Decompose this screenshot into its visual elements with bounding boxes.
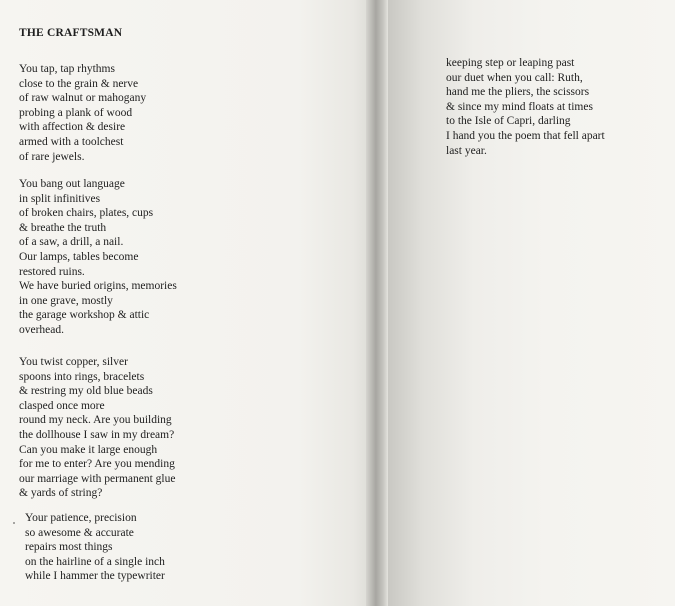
stanza-1	[19, 62, 146, 164]
poem-line: of a saw, a drill, a nail.	[19, 236, 124, 249]
poem-line: Can you make it large enough	[19, 443, 158, 456]
poem-line: You bang out language	[19, 178, 125, 190]
poem-line: the garage workshop & attic	[19, 309, 150, 322]
poem-line: probing a plank of wood	[19, 106, 133, 119]
poem-line: keeping step or leaping past	[446, 57, 575, 69]
poem-line: last year.	[446, 144, 487, 157]
poem-line: with affection & desire	[19, 121, 126, 134]
poem-title: THE CRAFTSMAN	[19, 27, 123, 39]
poem-line: for me to enter? Are you mending	[19, 458, 175, 471]
poem-line: You tap, tap rhythms	[19, 63, 115, 75]
poem-line: armed with a toolchest	[19, 135, 124, 148]
poem-line: our duet when you call: Ruth,	[446, 71, 583, 84]
poem-line: restored ruins.	[19, 265, 85, 278]
stanza-5	[446, 56, 605, 158]
poem-line: & yards of string?	[19, 487, 103, 500]
print-speck	[13, 522, 15, 524]
poem-line: Your patience, precision	[25, 512, 137, 524]
poem-line: so awesome & accurate	[25, 526, 134, 539]
poem-line: & breathe the truth	[19, 221, 107, 234]
poem-line: Our lamps, tables become	[19, 250, 139, 263]
poem-line: & since my mind floats at times	[446, 100, 593, 113]
poem-line: while I hammer the typewriter	[25, 570, 165, 583]
poem-line: in split infinitives	[19, 192, 101, 205]
poem-line: spoons into rings, bracelets	[19, 370, 145, 383]
poem-line: on the hairline of a single inch	[25, 555, 165, 568]
poem-line: of broken chairs, plates, cups	[19, 207, 154, 220]
poem-line: clasped once more	[19, 399, 105, 412]
book-gutter	[366, 0, 388, 606]
poem-line: You twist copper, silver	[19, 356, 128, 368]
poem-line: the dollhouse I saw in my dream?	[19, 428, 175, 441]
poem-line: We have buried origins, memories	[19, 280, 177, 293]
stanza-2	[19, 177, 177, 338]
poem-line: of raw walnut or mahogany	[19, 92, 147, 105]
poem-line: to the Isle of Capri, darling	[446, 115, 571, 128]
poem-line: overhead.	[19, 323, 65, 336]
poem-line: in one grave, mostly	[19, 294, 113, 307]
poem-line: round my neck. Are you building	[19, 414, 172, 427]
stanza-3	[19, 355, 175, 501]
stanza-4	[25, 511, 165, 584]
poem-line: close to the grain & nerve	[19, 77, 139, 90]
poem-line: our marriage with permanent glue	[19, 472, 176, 485]
poem-line: & restring my old blue beads	[19, 385, 153, 398]
poem-line: of rare jewels.	[19, 150, 85, 163]
poem-line: repairs most things	[25, 541, 113, 554]
poem-line: I hand you the poem that fell apart	[446, 129, 605, 142]
poem-line: hand me the pliers, the scissors	[446, 86, 590, 99]
